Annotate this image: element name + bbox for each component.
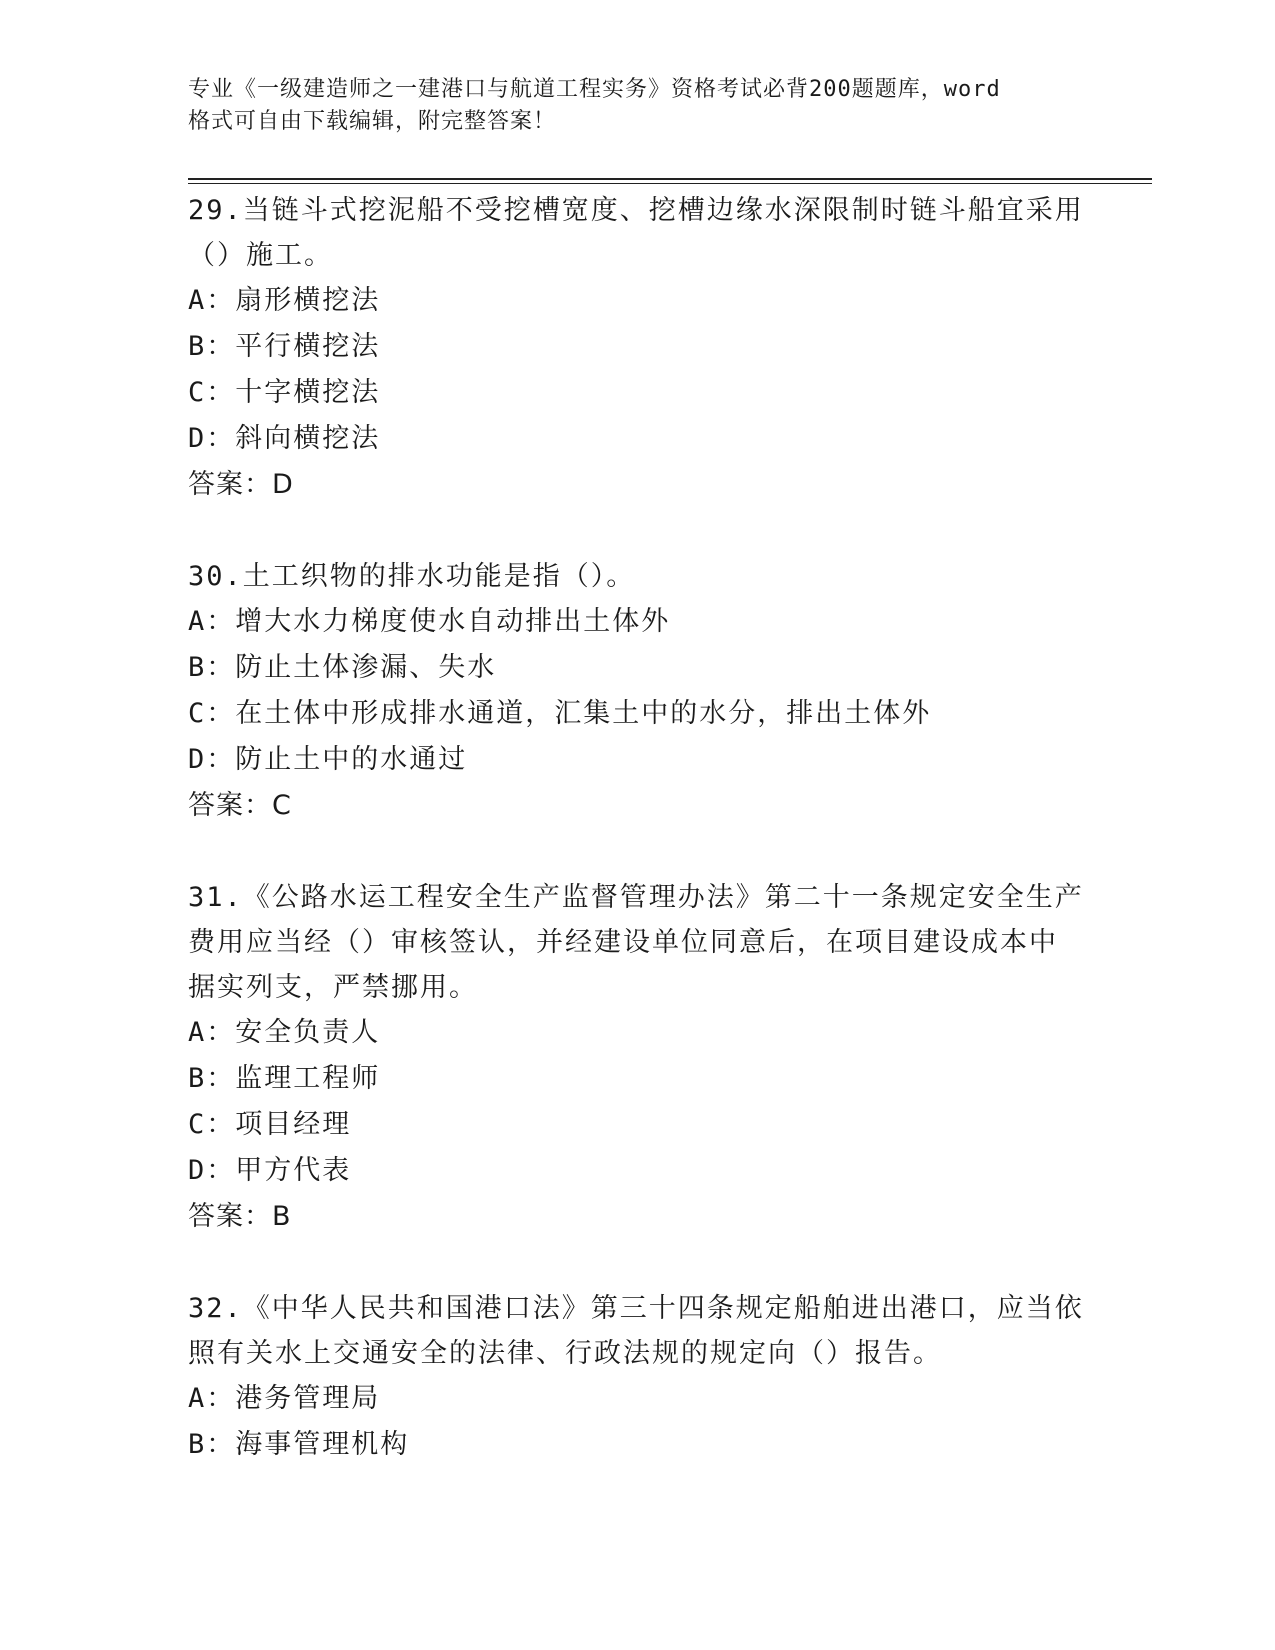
option-b: B：平行横挖法 [188,331,381,362]
option-a: A：安全负责人 [188,1017,381,1048]
document-header [188,74,1068,138]
option-a: A：港务管理局 [188,1383,381,1414]
option-c: C：十字横挖法 [188,377,381,408]
option-b: B：海事管理机构 [188,1429,410,1460]
option-a: A：增大水力梯度使水自动排出土体外 [188,606,671,637]
question-stem-line: 据实列支，严禁挪用。 [188,972,478,1003]
question-29 [188,188,1088,508]
question-32 [188,1286,1088,1468]
header-line-1: 专业《一级建造师之一建港口与航道工程实务》资格考试必背200题题库，word [188,77,1001,102]
option-a: A：扇形横挖法 [188,285,381,316]
header-line-2: 格式可自由下载编辑，附完整答案！ [188,109,557,134]
question-stem-line: 31.《公路水运工程安全生产监督管理办法》第二十一条规定安全生产 [188,882,1084,913]
option-b: B：监理工程师 [188,1063,381,1094]
option-d: D：防止土中的水通过 [188,744,468,775]
answer-line: 答案：C [188,790,292,821]
answer-line: 答案：B [188,1201,292,1232]
question-stem-line: 29.当链斗式挖泥船不受挖槽宽度、挖槽边缘水深限制时链斗船宜采用 [188,195,1084,226]
question-stem-line: 32.《中华人民共和国港口法》第三十四条规定船舶进出港口，应当依 [188,1293,1084,1324]
option-d: D：斜向横挖法 [188,423,381,454]
option-c: C：在土体中形成排水通道，汇集土中的水分，排出土体外 [188,698,932,729]
header-divider-thin [188,183,1152,184]
question-stem-line: （）施工。 [188,240,333,271]
question-31 [188,875,1088,1240]
option-b: B：防止土体渗漏、失水 [188,652,497,683]
question-list [188,188,1088,1514]
option-c: C：项目经理 [188,1109,352,1140]
question-stem-line: 费用应当经（）审核签认，并经建设单位同意后，在项目建设成本中 [188,927,1058,958]
question-stem-line: 照有关水上交通安全的法律、行政法规的规定向（）报告。 [188,1338,942,1369]
header-divider-thick [188,178,1152,180]
option-d: D：甲方代表 [188,1155,352,1186]
question-30 [188,554,1088,829]
question-stem-line: 30.土工织物的排水功能是指（）。 [188,561,636,592]
answer-line: 答案：D [188,469,294,500]
